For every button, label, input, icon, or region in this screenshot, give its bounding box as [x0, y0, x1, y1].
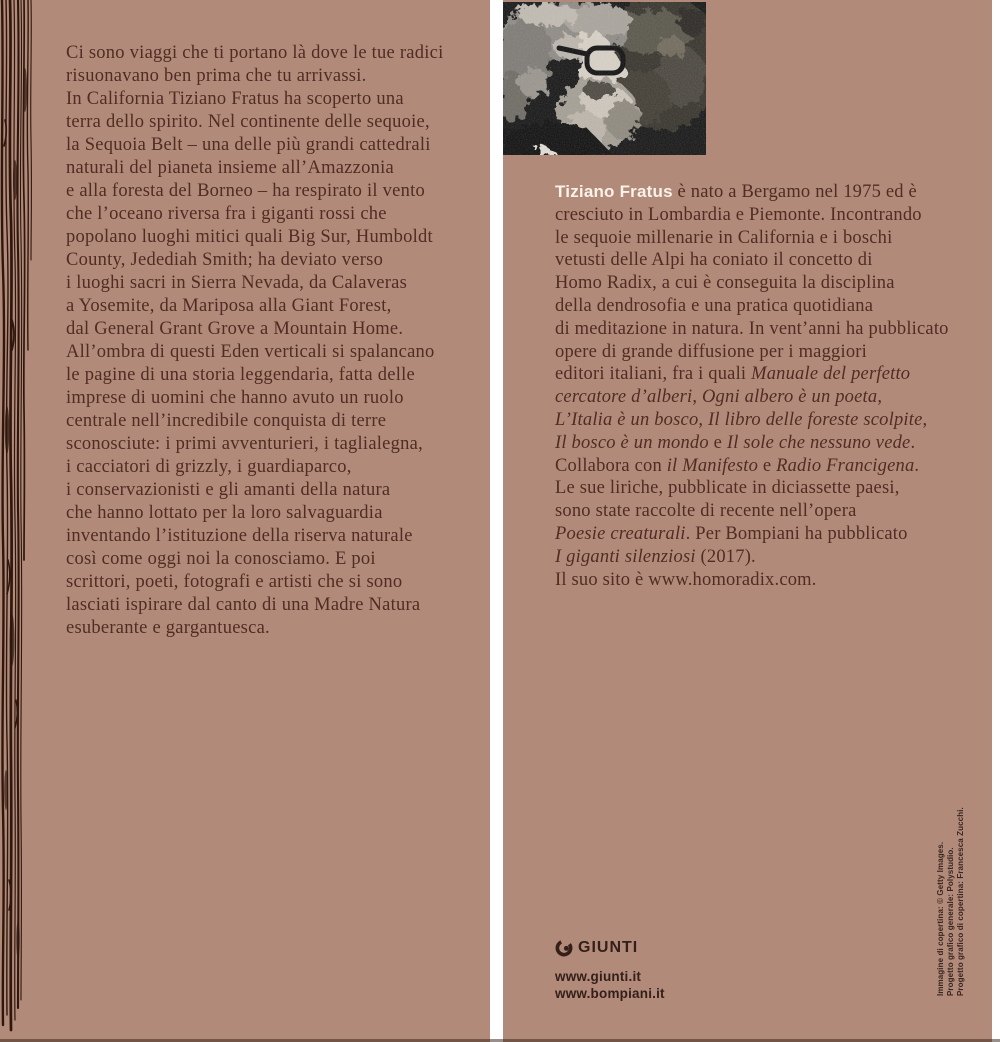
text-line: All’ombra di questi Eden verticali si spalancano [66, 342, 435, 362]
text-line: popolano luoghi mitici quali Big Sur, Humboldt [66, 227, 433, 247]
bio-line: opere di grande diffusione per i maggiori [555, 341, 867, 362]
text-line: Ci sono viaggi che ti portano là dove le tue radici [66, 43, 444, 63]
back-flap-description [66, 42, 444, 640]
bio-line: le sequoie millenarie in California e i boschi [555, 227, 893, 248]
text-line: a Yosemite, da Mariposa alla Giant Forest, [66, 296, 392, 316]
bio-line: Il suo sito è www.homoradix.com. [555, 569, 817, 590]
back-flap [0, 0, 490, 1042]
text-line: naturali del pianeta insieme all’Amazzonia [66, 158, 394, 178]
publisher-name: GIUNTI [578, 939, 639, 956]
bio-line: Collabora con il Manifesto e Radio Francigena. [555, 455, 920, 476]
text-line: che hanno lottato per la loro salvaguardia [66, 503, 383, 523]
bio-line: Le sue liriche, pubblicate in diciassette paesi, [555, 478, 900, 499]
text-line: sconosciute: i primi avventurieri, i taglialegna, [66, 434, 423, 454]
text-line: i luoghi sacri in Sierra Nevada, da Calaveras [66, 273, 408, 293]
text-line: e alla foresta del Borneo – ha respirato il vento [66, 181, 425, 201]
credits-vertical-text [936, 807, 966, 996]
publisher-logo-row [555, 939, 665, 957]
text-line: così come oggi noi la conosciamo. E poi [66, 549, 376, 569]
bio-line: di meditazione in natura. In vent’anni ha pubblicato [555, 318, 949, 339]
author-bio [555, 181, 949, 591]
bio-line: Tiziano Fratus è nato a Bergamo nel 1975 ed è [555, 182, 917, 202]
bio-line: della dendrosofia e una pratica quotidiana [555, 295, 874, 316]
credit-line: Progetto grafico di copertina: Francesca Zucchi. [956, 807, 965, 996]
text-line: che l’oceano riversa fra i giganti rossi che [66, 204, 387, 224]
credit-line: Immagine di copertina: © Getty Images. [936, 841, 945, 996]
credit-line: Progetto grafico generale: Polystudio. [946, 847, 955, 996]
text-line: In California Tiziano Fratus ha scoperto una [66, 89, 404, 109]
publisher-block [555, 939, 665, 1002]
bio-line: vetusti delle Alpi ha coniato il concetto di [555, 250, 873, 271]
bio-line: cresciuto in Lombardia e Piemonte. Incontrando [555, 204, 922, 225]
author-photo [503, 2, 706, 155]
text-line: risuonavano ben prima che tu arrivassi. [66, 66, 367, 86]
text-line: dal General Grant Grove a Mountain Home. [66, 319, 404, 339]
text-line: lasciati ispirare dal canto di una Madre Natura [66, 595, 421, 615]
text-line: le pagine di una storia leggendaria, fatta delle [66, 365, 415, 385]
inside-flap [503, 0, 992, 1042]
text-line: i conservazionisti e gli amanti della natura [66, 480, 391, 500]
bio-line: cercatore d’alberi, Ogni albero è un poeta, [555, 387, 883, 408]
author-name: Tiziano Fratus [555, 182, 673, 201]
text-line: inventando l’istituzione della riserva naturale [66, 526, 413, 546]
text-line: scrittori, poeti, fotografi e artisti che si sono [66, 572, 403, 592]
text-line: la Sequoia Belt – una delle più grandi cattedrali [66, 135, 431, 155]
text-line: i cacciatori di grizzly, i guardiaparco, [66, 457, 352, 477]
bio-line: sono state raccolte di recente nell’opera [555, 501, 857, 522]
text-line: centrale nell’incredibile conquista di terre [66, 411, 387, 431]
publisher-urls [555, 968, 665, 1002]
publisher-url-bompiani: www.bompiani.it [555, 986, 665, 1001]
tree-bark-illustration [0, 0, 34, 1042]
text-line: County, Jedediah Smith; ha deviato verso [66, 250, 384, 270]
bio-line: Il bosco è un mondo e Il sole che nessuno vede. [555, 432, 916, 453]
text-line: terra dello spirito. Nel continente delle sequoie, [66, 112, 430, 132]
bio-line: Homo Radix, a cui è conseguita la disciplina [555, 273, 895, 294]
bio-line: editori italiani, fra i quali Manuale del perfetto [555, 364, 911, 385]
bio-line: L’Italia è un bosco, Il libro delle foreste scolpite, [555, 409, 928, 430]
giunti-logo-icon [555, 939, 573, 957]
publisher-url-giunti: www.giunti.it [555, 969, 642, 984]
text-line: esuberante e gargantuesca. [66, 618, 270, 638]
bio-line: I giganti silenziosi (2017). [555, 546, 756, 567]
bio-line: Poesie creaturali. Per Bompiani ha pubblicato [555, 523, 908, 544]
text-line: imprese di uomini che hanno avuto un ruolo [66, 388, 404, 408]
